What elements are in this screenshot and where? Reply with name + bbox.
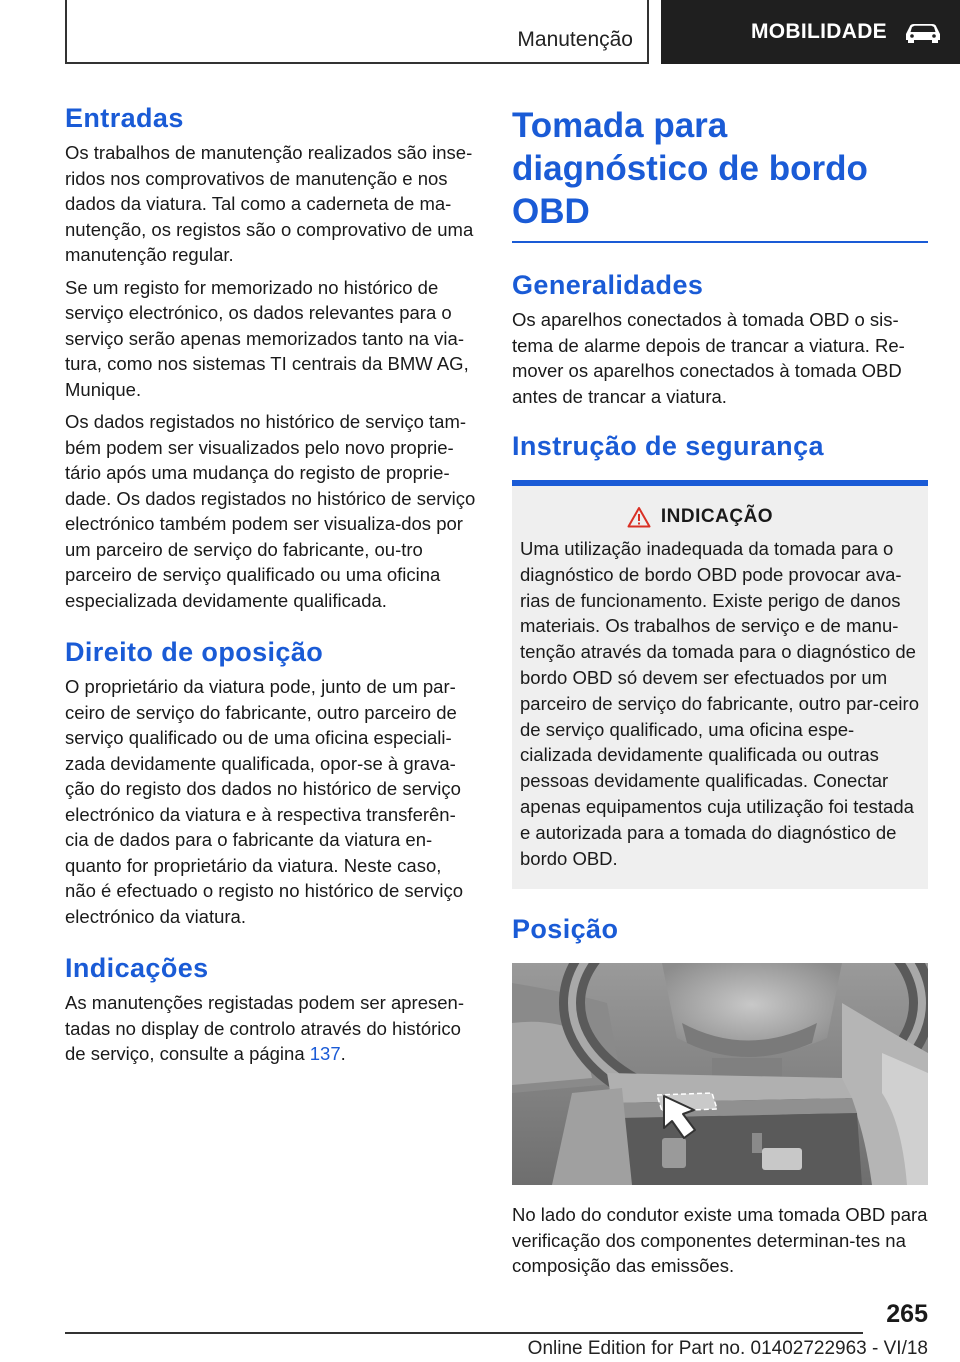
warning-text: Uma utilização inadequada da tomada para o diagnóstico de bordo OBD pode provocar ava-rias de funcionamento. Existe perigo de danos materiais. Os trabalhos de serviço e de manu-tenção através da tomada para o diagnóstico de bordo OBD só devem ser efectuados por um parceiro de serviço do fabricante, outro par-ceiro de serviço qualificado, uma oficina espe-cializada devidamente qualificada ou outras pessoas devidamente qualificadas. Conectar apenas equipamentos cuja utilização foi testada e autorizada para a tomada do diagnóstico de bordo OBD.: [520, 538, 919, 869]
footer-divider: [65, 1332, 863, 1334]
paragraph: Se um registo for memorizado no histórico de serviço electrónico, os dados relevantes para o serviço serão apenas memorizados tanto na via-tura, como nos sistemas TI centrais da BMW AG, Munique.: [65, 276, 469, 400]
warning-box: [512, 480, 928, 889]
main-title: Tomada para diagnóstico de bordo OBD: [512, 104, 928, 243]
header-chapter-tab: [661, 0, 960, 64]
page-number: 265: [886, 1300, 928, 1328]
warning-title: INDICAÇÃO: [660, 506, 774, 527]
paragraph-text: As manutenções registadas podem ser apresen-tadas no display de controlo através do histórico de serviço, consulte a página: [65, 992, 464, 1064]
footer-edition: Online Edition for Part no. 01402722963 - VI/18: [527, 1338, 928, 1359]
heading-indicacoes: Indicações: [65, 953, 209, 983]
section-title: Manutenção: [517, 28, 633, 51]
header-left-box: [65, 0, 649, 64]
car-icon: [903, 21, 943, 43]
paragraph: Os aparelhos conectados à tomada OBD o sis-tema de alarme depois de trancar a viatura. Re-mover os aparelhos conectados à tomada OBD antes de trancar a viatura.: [512, 309, 905, 407]
heading-direito-oposicao: Direito de oposição: [65, 637, 324, 667]
chapter-label: MOBILIDADE: [751, 20, 887, 43]
paragraph-end: .: [340, 1043, 346, 1064]
paragraph: [65, 990, 477, 1067]
page-reference-link[interactable]: 137: [309, 1043, 341, 1064]
heading-generalidades: Generalidades: [512, 270, 704, 300]
warning-header: [520, 506, 920, 528]
warning-triangle-icon: [627, 506, 651, 528]
figure-caption: No lado do condutor existe uma tomada OBD para verificação dos componentes determinan-tes na composição das emissões.: [512, 1204, 928, 1277]
right-column: [512, 100, 928, 1286]
paragraph: Os dados registados no histórico de serviço tam-bém podem ser visualizados pelo novo proprie-tário após uma mudança do registo de proprie-dade. Os dados registados no histórico de serviço electrónico também podem ser visualiza-dos por um parceiro de serviço do fabricante, ou-tro parceiro de serviço qualificado ou uma oficina especializada devidamente qualificada.: [65, 411, 476, 611]
heading-entradas: Entradas: [65, 103, 184, 133]
left-column: [65, 100, 477, 1074]
paragraph: Os trabalhos de manutenção realizados são inse-ridos nos comprovativos de manutenção e nos dados da viatura. Tal como a caderneta de ma-nutenção, os registos são o comprovativo de uma manutenção regular.: [65, 142, 474, 265]
paragraph: O proprietário da viatura pode, junto de um par-ceiro de serviço do fabricante, outro parceiro de serviço qualificado ou de uma oficina especiali-zada devidamente qualificada, opor-se à grava-ção do registo dos dados no histórico de serviço electrónico da viatura e à respectiva transferên-cia de dados para o fabricante da viatura en-quanto for proprietário da viatura. Neste caso, não é efectuado o registo no histórico de serviço electrónico da viatura.: [65, 676, 463, 927]
heading-posicao: Posição: [512, 914, 619, 945]
obd-location-illustration: [512, 963, 928, 1185]
heading-instrucao-seguranca: Instrução de segurança: [512, 431, 824, 461]
